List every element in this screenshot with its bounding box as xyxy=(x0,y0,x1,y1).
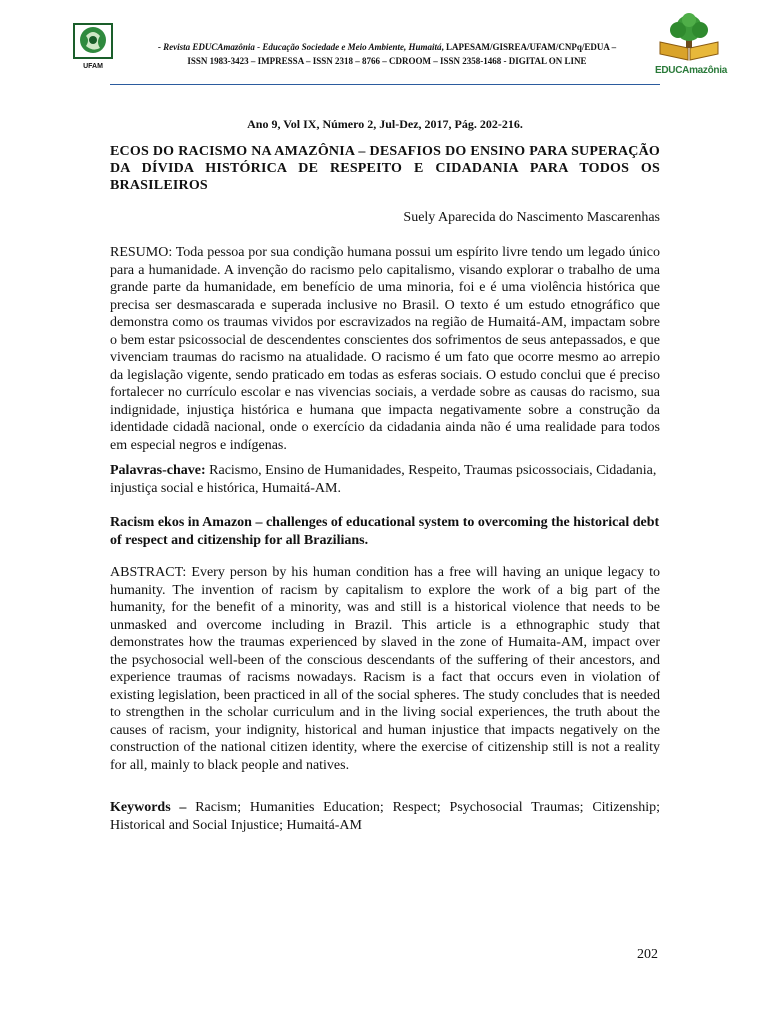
ufam-emblem-icon xyxy=(66,22,120,62)
header-line-1 xyxy=(122,40,652,54)
ufam-logo xyxy=(66,22,120,70)
article-title: ECOS DO RACISMO NA AMAZÔNIA – DESAFIOS DO ENSINO PARA SUPERAÇÃO DA DÍVIDA HISTÓRICA DE RESPEITO E CIDADANIA PARA TODOS OS BRASILEIROS xyxy=(110,144,660,193)
header-prefix: - xyxy=(157,42,161,52)
journal-header xyxy=(122,40,652,68)
keywords-pt xyxy=(110,462,660,497)
issue-info: Ano 9, Vol IX, Número 2, Jul-Dez, 2017, Pág. 202-216. xyxy=(247,117,523,131)
page-number: 202 xyxy=(637,947,658,962)
keywords-en-label: Keywords – xyxy=(110,800,187,815)
educamazonia-logo-text: EDUCAmazônia xyxy=(655,65,727,76)
keywords-pt-text: Racismo, Ensino de Humanidades, Respeito, Traumas psicossociais, Cidadania, injustiça social e histórica, Humaitá-AM. xyxy=(110,463,657,496)
keywords-pt-label: Palavras-chave: xyxy=(110,463,206,478)
header-divider xyxy=(110,84,660,85)
educamazonia-logo xyxy=(654,12,727,76)
ufam-logo-text: UFAM xyxy=(83,63,103,70)
book-tree-icon xyxy=(654,12,724,62)
article-author: Suely Aparecida do Nascimento Mascarenhas xyxy=(403,210,660,225)
keywords-en-text: Racism; Humanities Education; Respect; Psychosocial Traumas; Citizenship; Historical and Social Injustice; Humaitá-AM xyxy=(110,800,660,833)
keywords-en xyxy=(110,799,660,834)
abstract-paragraph: ABSTRACT: Every person by his human condition has a free will having an unique legacy to humanity. The invention of racism by capitalism to explore the work of a big part of the humanity, for the benefit of a minority, was and still is a historical violence that needs to be unmasked and overcome including in Brazil. This article is a ethnographic study that demonstrates how the traumas experienced by slaved in the zone of Humaita-AM, impact over the psychosocial well-been of the conscious descendants of the suffering of their ancestors, and experience traumas of racisms nowadays. Racism is a fact that occurs even in violation of existing legislation, been practiced in all of the social spheres. The study concludes that is needed to strengthen in the scholar curriculum and in the living social experiences, the truth about the causes of racism, your indignity, historical and human injustice that impacts negatively on the construction of the national citizen identity, where the exercise of citizenship still is not a reality for all, mainly to black people and natives. xyxy=(110,565,660,773)
english-title: Racism ekos in Amazon – challenges of educational system to overcoming the historical debt of respect and citizenship for all Brazilians. xyxy=(110,515,660,548)
resumo-paragraph: RESUMO: Toda pessoa por sua condição humana possui um espírito livre tendo um legado único para a humanidade. A invenção do racismo pelo capitalismo, visando explorar o trabalho de uma grande parte da humanidade, em benefício de uma minoria, foi e é uma violência histórica que precisa ser desmascarada e superada inclusive no Brasil. O texto é um estudo etnográfico que demonstra como os traumas vividos por escravizados na região de Humaitá-AM, impactam sobre o bem estar psicossocial de descendentes conscientes dos sofrimentos de seus antepassados, e que vivenciam traumas do racismo na atualidade. O racismo é um fato que ocorre mesmo ao arrepio da legislação vigente, sendo praticado em todas as esferas sociais. O estudo conclui que é preciso fortalecer no currículo escolar e nas vivencias sociais, a verdade sobre as causas do racismo, sua indignidade, injustiça histórica e humana que impacta negativamente sobre a construção da identidade cidadã nacional, onde o exercício da cidadania ainda não é uma realidade para todos em especial negros e indígenas. xyxy=(110,245,660,453)
header-line-2: ISSN 1983-3423 – IMPRESSA – ISSN 2318 – 8766 – CDROOM – ISSN 2358-1468 - DIGITAL ON LINE xyxy=(187,56,587,66)
journal-name: Revista EDUCAmazônia - Educação Sociedade e Meio Ambiente, Humaitá xyxy=(163,42,442,52)
header-publishers: , LAPESAM/GISREA/UFAM/CNPq/EDUA – xyxy=(441,42,617,52)
